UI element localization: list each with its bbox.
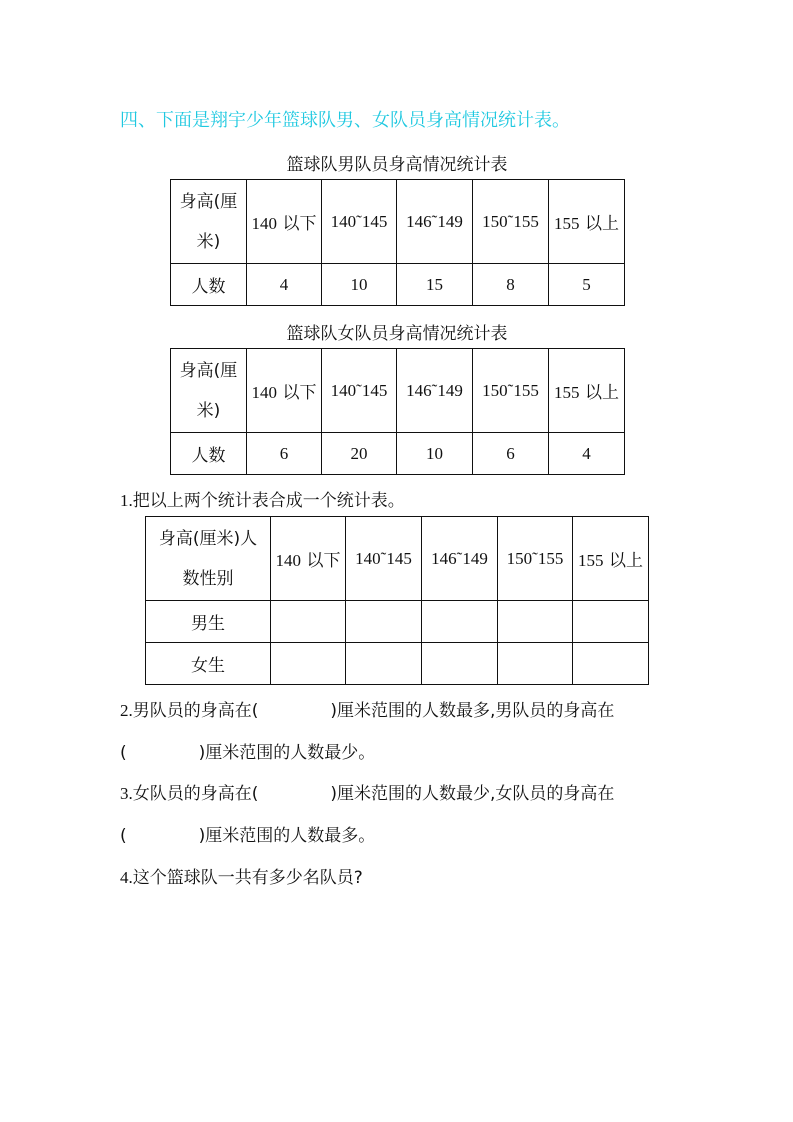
column-header: 140˜145	[322, 349, 397, 433]
column-header: 150˜155	[473, 349, 549, 433]
question-3-line-1: 3.女队员的身高在( )厘米范围的人数最少,女队员的身高在	[120, 784, 615, 804]
table-header-row	[171, 180, 625, 264]
header-label-line1: 身高(厘米)人	[158, 528, 258, 549]
question-number: 3.	[120, 784, 133, 803]
answer-cell[interactable]	[271, 601, 346, 643]
value-cell: 8	[473, 264, 549, 306]
column-header: 140 以下	[247, 180, 322, 264]
row-label: 男生	[146, 601, 271, 643]
answer-cell[interactable]	[346, 643, 422, 685]
row-label: 人数	[171, 264, 247, 306]
table-row-boys	[146, 601, 649, 643]
column-header: 140 以下	[247, 349, 322, 433]
answer-cell[interactable]	[346, 601, 422, 643]
question-1	[120, 486, 405, 511]
question-number: 2.	[120, 701, 133, 720]
question-number: 4.	[120, 868, 133, 887]
answer-cell[interactable]	[422, 601, 498, 643]
answer-cell[interactable]	[271, 643, 346, 685]
header-label-line2: 数性别	[182, 568, 234, 589]
column-header: 146˜149	[397, 180, 473, 264]
answer-cell[interactable]	[422, 643, 498, 685]
table-row-girls	[146, 643, 649, 685]
column-header: 155 以上	[549, 349, 625, 433]
value-cell: 20	[322, 433, 397, 475]
value-cell: 6	[247, 433, 322, 475]
value-cell: 15	[397, 264, 473, 306]
table-row	[171, 433, 625, 475]
column-header: 146˜149	[422, 517, 498, 601]
combined-height-table	[145, 516, 649, 685]
question-2-line-1: 2.男队员的身高在( )厘米范围的人数最多,男队员的身高在	[120, 701, 615, 721]
section-heading: 四、下面是翔宇少年篮球队男、女队员身高情况统计表。	[120, 110, 570, 131]
value-cell: 10	[397, 433, 473, 475]
column-header: 140˜145	[322, 180, 397, 264]
header-label-cell	[171, 180, 247, 264]
header-label-cell	[171, 349, 247, 433]
header-label-cell	[146, 517, 271, 601]
table-row	[171, 264, 625, 306]
girls-table-caption: 篮球队女队员身高情况统计表	[286, 324, 508, 344]
value-cell: 4	[549, 433, 625, 475]
question-2-line-2: ( )厘米范围的人数最少。	[120, 743, 376, 763]
question-4	[120, 863, 363, 888]
column-header: 150˜155	[473, 180, 549, 264]
header-label-line1: 身高(厘	[179, 191, 238, 212]
boys-height-table	[170, 179, 625, 306]
answer-cell[interactable]	[573, 643, 649, 685]
value-cell: 5	[549, 264, 625, 306]
table-header-row	[146, 517, 649, 601]
column-header: 140˜145	[346, 517, 422, 601]
header-label-line2: 米)	[196, 231, 221, 252]
column-header: 150˜155	[498, 517, 573, 601]
column-header: 140 以下	[271, 517, 346, 601]
column-header: 146˜149	[397, 349, 473, 433]
column-header: 155 以上	[549, 180, 625, 264]
header-label-line1: 身高(厘	[179, 360, 238, 381]
value-cell: 6	[473, 433, 549, 475]
table-header-row	[171, 349, 625, 433]
question-text: 把以上两个统计表合成一个统计表。	[132, 491, 405, 511]
header-label-line2: 米)	[196, 400, 221, 421]
question-number: 1.	[120, 491, 133, 510]
row-label: 女生	[146, 643, 271, 685]
answer-cell[interactable]	[498, 643, 573, 685]
value-cell: 4	[247, 264, 322, 306]
value-cell: 10	[322, 264, 397, 306]
boys-table-caption: 篮球队男队员身高情况统计表	[286, 155, 508, 175]
girls-height-table	[170, 348, 625, 475]
column-header: 155 以上	[573, 517, 649, 601]
answer-cell[interactable]	[573, 601, 649, 643]
question-text: 这个篮球队一共有多少名队员?	[132, 868, 363, 888]
answer-cell[interactable]	[498, 601, 573, 643]
question-3-line-2: ( )厘米范围的人数最多。	[120, 826, 376, 846]
row-label: 人数	[171, 433, 247, 475]
